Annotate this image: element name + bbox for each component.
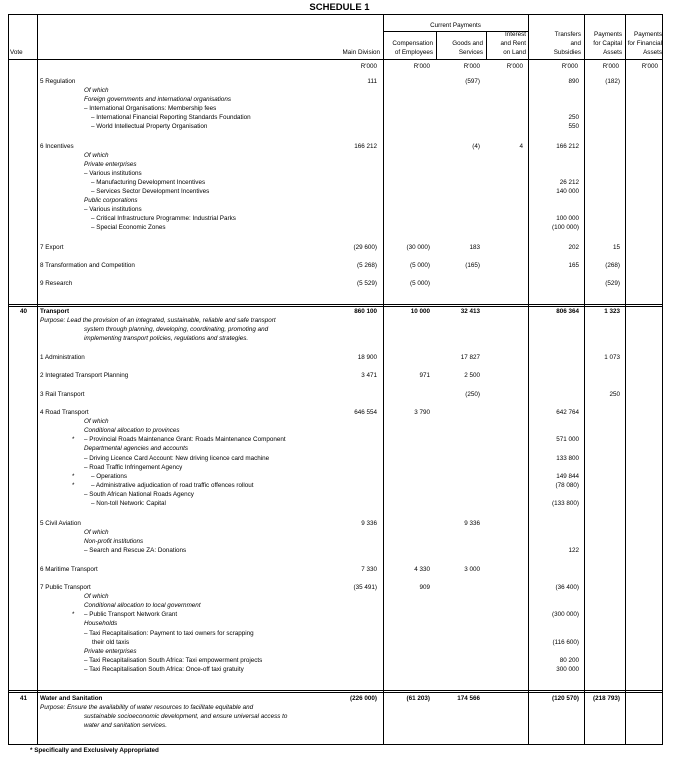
row-label: – World Intellectual Property Organisation bbox=[91, 123, 208, 130]
amount-goods: 2 500 bbox=[464, 372, 480, 379]
row-label: 7 Public Transport bbox=[40, 584, 91, 591]
amount-goods: (250) bbox=[465, 391, 480, 398]
amount-comp: (30 000) bbox=[406, 244, 430, 251]
amount-transfers: 166 212 bbox=[556, 143, 579, 150]
amount-goods: 32 413 bbox=[460, 308, 480, 315]
row-label: – Various institutions bbox=[84, 170, 142, 177]
amount-transfers: 80 200 bbox=[559, 657, 579, 664]
amount-main: 18 900 bbox=[357, 354, 377, 361]
amount-transfers: 550 bbox=[568, 123, 579, 130]
row-label: Private enterprises bbox=[84, 648, 137, 655]
vote-separator bbox=[8, 690, 663, 691]
vote-separator bbox=[8, 692, 663, 693]
header-interest: Interest bbox=[505, 31, 526, 38]
row-label: Public corporations bbox=[84, 197, 138, 204]
row-label: – Taxi Recapitalisation: Payment to taxi owners for scrapping bbox=[84, 630, 254, 637]
unit-label: R'000 bbox=[561, 63, 578, 70]
amount-comp: 4 330 bbox=[414, 566, 430, 573]
amount-transfers: 642 764 bbox=[556, 409, 579, 416]
row-label: – Taxi Recapitalisation South Africa: Taxi empowerment projects bbox=[84, 657, 263, 664]
amount-goods: (597) bbox=[465, 78, 480, 85]
amount-transfers: (300 000) bbox=[552, 611, 579, 618]
row-label: Of which bbox=[84, 529, 109, 536]
amount-capital: (182) bbox=[605, 78, 620, 85]
amount-main: (226 000) bbox=[350, 695, 377, 702]
amount-main: 3 471 bbox=[361, 372, 377, 379]
row-label: 7 Export bbox=[40, 244, 64, 251]
row-label: – Search and Rescue ZA: Donations bbox=[84, 547, 187, 554]
appropriation-marker: * bbox=[72, 436, 75, 443]
amount-goods: 174 566 bbox=[457, 695, 480, 702]
amount-main: 9 336 bbox=[361, 520, 377, 527]
amount-capital: 250 bbox=[609, 391, 620, 398]
amount-goods: 3 000 bbox=[464, 566, 480, 573]
row-label: 3 Rail Transport bbox=[40, 391, 85, 398]
row-label: 1 Administration bbox=[40, 354, 85, 361]
amount-transfers: 165 bbox=[568, 262, 579, 269]
row-label: – Various institutions bbox=[84, 206, 142, 213]
column-divider bbox=[584, 14, 585, 745]
amount-goods: (4) bbox=[472, 143, 480, 150]
row-label: 2 Integrated Transport Planning bbox=[40, 372, 129, 379]
amount-capital: 15 bbox=[612, 244, 620, 251]
appropriation-marker: * bbox=[72, 473, 75, 480]
amount-main: 166 212 bbox=[354, 143, 377, 150]
row-label: sustainable socioeconomic development, and ensure universal access to bbox=[84, 713, 288, 720]
row-label: – South African National Roads Agency bbox=[84, 491, 194, 498]
row-label: Non-profit institutions bbox=[84, 538, 144, 545]
header-transfers: Transfers bbox=[554, 31, 581, 38]
row-label: – Services Sector Development Incentives bbox=[91, 188, 210, 195]
amount-transfers: (120 570) bbox=[552, 695, 579, 702]
row-label: 4 Road Transport bbox=[40, 409, 89, 416]
amount-comp: 971 bbox=[419, 372, 430, 379]
unit-label: R'000 bbox=[413, 63, 430, 70]
row-label: – Road Traffic Infringement Agency bbox=[84, 464, 183, 471]
amount-transfers: (133 800) bbox=[552, 500, 579, 507]
amount-transfers: (36 400) bbox=[555, 584, 579, 591]
header-transfers: Subsidies bbox=[553, 49, 581, 56]
row-label: Of which bbox=[84, 593, 109, 600]
unit-label: R'000 bbox=[602, 63, 619, 70]
vote-separator bbox=[8, 304, 663, 305]
amount-comp: 909 bbox=[419, 584, 430, 591]
amount-goods: 9 336 bbox=[464, 520, 480, 527]
header-interest: and Rent bbox=[500, 40, 526, 47]
amount-capital: (529) bbox=[605, 280, 620, 287]
amount-interest: 4 bbox=[519, 143, 523, 150]
amount-transfers: (78 080) bbox=[555, 482, 579, 489]
header-financial: for Financial bbox=[627, 40, 662, 47]
amount-main: (5 529) bbox=[357, 280, 377, 287]
vote-number: 41 bbox=[20, 695, 28, 702]
amount-transfers: 250 bbox=[568, 114, 579, 121]
amount-main: 111 bbox=[367, 78, 377, 85]
amount-transfers: 890 bbox=[568, 78, 579, 85]
header-financial: Payments bbox=[634, 31, 662, 38]
row-label: – Special Economic Zones bbox=[91, 224, 166, 231]
schedule-title: SCHEDULE 1 bbox=[309, 2, 370, 13]
row-label: – International Organisations: Membership fees bbox=[84, 105, 217, 112]
amount-transfers: (116 600) bbox=[552, 639, 579, 646]
amount-transfers: 149 844 bbox=[556, 473, 579, 480]
row-label: 5 Regulation bbox=[40, 78, 76, 85]
header-goods-services: Goods and bbox=[452, 40, 483, 47]
amount-main: (35 491) bbox=[353, 584, 377, 591]
amount-main: 860 100 bbox=[354, 308, 377, 315]
header-compensation: Compensation bbox=[392, 40, 433, 47]
row-label: Foreign governments and international organisations bbox=[84, 96, 232, 103]
amount-goods: 183 bbox=[469, 244, 480, 251]
amount-transfers: 202 bbox=[568, 244, 579, 251]
amount-transfers: (100 000) bbox=[552, 224, 579, 231]
header-vote: Vote bbox=[10, 49, 23, 56]
appropriation-marker: * bbox=[72, 482, 75, 489]
row-label: Households bbox=[84, 620, 118, 627]
amount-comp: 10 000 bbox=[410, 308, 430, 315]
amount-comp: (5 000) bbox=[410, 280, 430, 287]
amount-transfers: 140 000 bbox=[556, 188, 579, 195]
row-label: Transport bbox=[40, 308, 70, 315]
row-label: Of which bbox=[84, 418, 109, 425]
row-label: Departmental agencies and accounts bbox=[84, 445, 188, 452]
row-label: Purpose: Lead the provision of an integrated, sustainable, reliable and safe transport bbox=[40, 317, 276, 324]
amount-capital: (268) bbox=[605, 262, 620, 269]
row-label: implementing transport policies, regulations and strategies. bbox=[84, 335, 249, 342]
unit-label: R'000 bbox=[360, 63, 377, 70]
amount-transfers: 806 364 bbox=[556, 308, 579, 315]
header-transfers: and bbox=[570, 40, 581, 47]
amount-transfers: 133 800 bbox=[556, 455, 579, 462]
row-label: their old taxis bbox=[92, 639, 130, 646]
row-label: 9 Research bbox=[40, 280, 73, 287]
header-interest: on Land bbox=[503, 49, 526, 56]
row-label: Of which bbox=[84, 87, 109, 94]
row-label: Conditional allocation to provinces bbox=[84, 427, 180, 434]
amount-transfers: 100 000 bbox=[556, 215, 579, 222]
amount-main: (5 268) bbox=[357, 262, 377, 269]
row-label: 5 Civil Aviation bbox=[40, 520, 81, 527]
header-capital: for Capital bbox=[593, 40, 622, 47]
row-label: – International Financial Reporting Standards Foundation bbox=[91, 114, 251, 121]
header-goods-services: Services bbox=[458, 49, 483, 56]
header-capital: Assets bbox=[603, 49, 622, 56]
row-label: Of which bbox=[84, 152, 109, 159]
amount-capital: (218 793) bbox=[593, 695, 620, 702]
amount-transfers: 122 bbox=[568, 547, 579, 554]
row-label: – Manufacturing Development Incentives bbox=[91, 179, 206, 186]
row-label: – Operations bbox=[91, 473, 128, 480]
amount-transfers: 571 000 bbox=[556, 436, 579, 443]
row-label: 6 Maritime Transport bbox=[40, 566, 98, 573]
row-label: – Critical Infrastructure Programme: Industrial Parks bbox=[91, 215, 236, 222]
header-capital: Payments bbox=[594, 31, 622, 38]
row-label: 8 Transformation and Competition bbox=[40, 262, 135, 269]
header-financial: Assets bbox=[643, 49, 662, 56]
row-label: Conditional allocation to local government bbox=[84, 602, 201, 609]
amount-main: (29 600) bbox=[353, 244, 377, 251]
header-compensation: of Employees bbox=[394, 49, 433, 56]
row-label: – Provincial Roads Maintenance Grant: Roads Maintenance Component bbox=[84, 436, 286, 443]
row-label: – Driving Licence Card Account: New driving licence card machine bbox=[84, 455, 270, 462]
vote-number: 40 bbox=[20, 308, 28, 315]
amount-main: 7 330 bbox=[361, 566, 377, 573]
row-label: – Non-toll Network: Capital bbox=[91, 500, 166, 507]
amount-capital: 1 073 bbox=[604, 354, 620, 361]
unit-label: R'000 bbox=[463, 63, 480, 70]
amount-goods: 17 827 bbox=[460, 354, 480, 361]
row-label: – Public Transport Network Grant bbox=[84, 611, 178, 618]
row-label: system through planning, developing, coordinating, promoting and bbox=[84, 326, 269, 333]
header-main-division: Main Division bbox=[342, 49, 380, 56]
amount-transfers: 300 000 bbox=[556, 666, 579, 673]
amount-comp: (61 203) bbox=[406, 695, 430, 702]
amount-comp: (5 000) bbox=[410, 262, 430, 269]
column-divider bbox=[625, 14, 626, 745]
unit-label: R'000 bbox=[506, 63, 523, 70]
amount-capital: 1 323 bbox=[604, 308, 620, 315]
footnote: * Specifically and Exclusively Appropriated bbox=[30, 747, 159, 754]
header-bottom-line bbox=[8, 59, 663, 60]
row-label: – Taxi Recapitalisation South Africa: Once-off taxi gratuity bbox=[84, 666, 244, 673]
amount-goods: (165) bbox=[465, 262, 480, 269]
column-divider bbox=[37, 14, 38, 745]
row-label: Purpose: Ensure the availability of water resources to facilitate equitable and bbox=[40, 704, 254, 711]
amount-comp: 3 790 bbox=[414, 409, 430, 416]
row-label: Private enterprises bbox=[84, 161, 137, 168]
row-label: 6 Incentives bbox=[40, 143, 74, 150]
row-label: Water and Sanitation bbox=[40, 695, 103, 702]
unit-label: R'000 bbox=[641, 63, 658, 70]
vote-separator bbox=[8, 306, 663, 307]
amount-transfers: 26 212 bbox=[559, 179, 579, 186]
row-label: – Administrative adjudication of road traffic offences rollout bbox=[91, 482, 254, 489]
header-current-payments: Current Payments bbox=[430, 22, 481, 29]
appropriation-marker: * bbox=[72, 611, 75, 618]
amount-main: 646 554 bbox=[354, 409, 377, 416]
row-label: water and sanitation services. bbox=[84, 722, 167, 729]
